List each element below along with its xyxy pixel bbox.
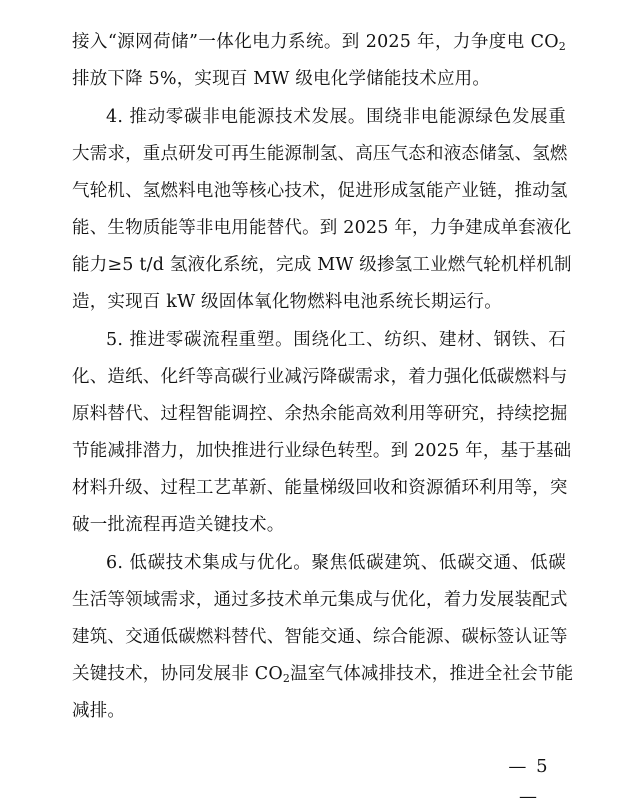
text-line: 生活等领域需求，通过多技术单元集成与优化，着力发展装配式: [72, 590, 568, 610]
text-line: 化、造纸、化纤等高碳行业减污降碳需求，着力强化低碳燃料与: [72, 367, 568, 387]
text-line: 排放下降 5%，实现百 MW 级电化学储能技术应用。: [72, 69, 491, 89]
text-line: 建筑、交通低碳燃料替代、智能交通、综合能源、碳标签认证等: [72, 627, 568, 647]
text-line: 大需求，重点研发可再生能源制氢、高压气态和液态储氢、氢燃: [72, 144, 568, 164]
text-line: [72, 656, 574, 692]
text-line: 材料升级、过程工艺革新、能量梯级回收和资源循环利用等，突: [72, 478, 568, 498]
text-line: 破一批流程再造关键技术。: [72, 515, 285, 535]
text-run: 关键技术，协同发展非 CO: [72, 664, 283, 684]
text-line: [72, 24, 566, 60]
section-6-heading-line: 6. 低碳技术集成与优化。聚焦低碳建筑、低碳交通、低碳: [106, 553, 566, 573]
text-run: 温室气体减排技术，推进全社会节能: [290, 664, 574, 684]
subscript: 2: [558, 40, 566, 53]
text-run: 接入“源网荷储”一体化电力系统。到 2025 年，力争度电 CO: [72, 32, 559, 52]
text-line: 气轮机、氢燃料电池等核心技术，促进形成氢能产业链，推动氢: [72, 181, 568, 201]
section-4-heading-line: 4. 推动零碳非电能源技术发展。围绕非电能源绿色发展重: [106, 107, 566, 127]
text-line: 原料替代、过程智能调控、余热余能高效利用等研究，持续挖掘: [72, 404, 568, 424]
section-5-heading-line: 5. 推进零碳流程重塑。围绕化工、纺织、建材、钢铁、石: [106, 330, 566, 350]
subscript: 2: [282, 672, 291, 685]
text-line: 能力≥5 t/d 氢液化系统，完成 MW 级掺氢工业燃气轮机样机制: [72, 255, 572, 275]
text-line: 能、生物质能等非电用能替代。到 2025 年，力争建成单套液化: [72, 218, 572, 238]
page-number: — 5 —: [508, 756, 550, 807]
text-line: 造，实现百 kW 级固体氧化物燃料电池系统长期运行。: [72, 292, 502, 312]
text-line: 节能减排潜力，加快推进行业绿色转型。到 2025 年，基于基础: [72, 441, 572, 461]
text-line: 减排。: [72, 701, 126, 721]
